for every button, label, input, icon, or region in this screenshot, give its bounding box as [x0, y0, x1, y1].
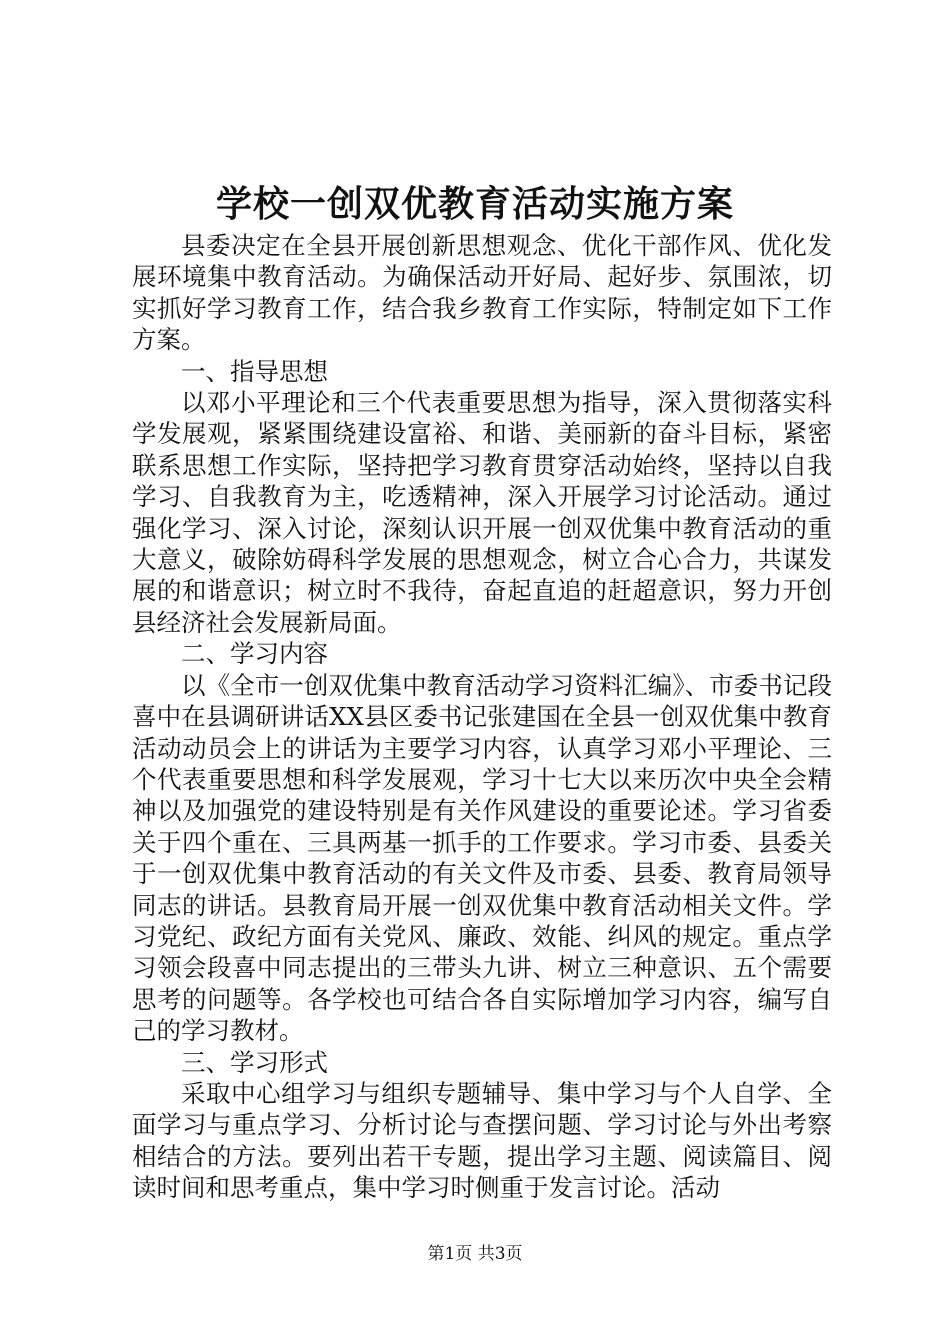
section-text-study-content: 以《全市一创双优集中教育活动学习资料汇编》、市委书记段喜中在县调研讲话XX县区委书记张建国在全县一创双优集中教育活动动员会上的讲话为主要学习内容，认真学习邓小平理论、三个代表重要思想和科学发展观，学习十七大以来历次中央全会精神以及加强党的建设特别是有关作风建设的重要论述。学习省委关于四个重在、三具两基一抓手的工作要求。学习市委、县委关于一创双优集中教育活动的有关文件及市委、县委、教育局领导同志的讲话。县教育局开展一创双优集中教育活动相关文件。学习党纪、政纪方面有关党风、廉政、效能、纠风的规定。重点学习领会段喜中同志提出的三带头九讲、树立三种意识、五个需要思考的问题等。各学校也可结合各自实际增加学习内容，编写自己的学习教材。 [132, 670, 832, 1046]
section-heading-study-form: 三、学习形式 [181, 1047, 328, 1077]
section-text-guiding-thought: 以邓小平理论和三个代表重要思想为指导，深入贯彻落实科学发展观，紧紧围绕建设富裕、和谐、美丽新的奋斗目标，紧密联系思想工作实际，坚持把学习教育贯穿活动始终，坚持以自我学习、自我教育为主，吃透精神，深入开展学习讨论活动。通过强化学习、深入讨论，深刻认识开展一创双优集中教育活动的重大意义，破除妨碍科学发展的思想观念，树立合心合力，共谋发展的和谐意识；树立时不我待，奋起直追的赶超意识，努力开创县经济社会发展新局面。 [132, 388, 832, 637]
page-number-footer: 第1页 共3页 [427, 1244, 523, 1264]
section-heading-guiding-thought: 一、指导思想 [181, 356, 328, 386]
intro-paragraph: 县委决定在全县开展创新思想观念、优化干部作风、优化发展环境集中教育活动。为确保活动开好局、起好步、氛围浓，切实抓好学习教育工作，结合我乡教育工作实际，特制定如下工作方案。 [132, 231, 832, 355]
document-body [132, 230, 832, 1204]
document-title: 学校一创双优教育活动实施方案 [215, 183, 734, 225]
section-text-study-form: 采取中心组学习与组织专题辅导、集中学习与个人自学、全面学习与重点学习、分析讨论与查摆问题、学习讨论与外出考察相结合的方法。要列出若干专题，提出学习主题、阅读篇目、阅读时间和思考重点，集中学习时侧重于发言讨论。活动 [132, 1078, 832, 1203]
section-heading-study-content: 二、学习内容 [181, 639, 328, 669]
